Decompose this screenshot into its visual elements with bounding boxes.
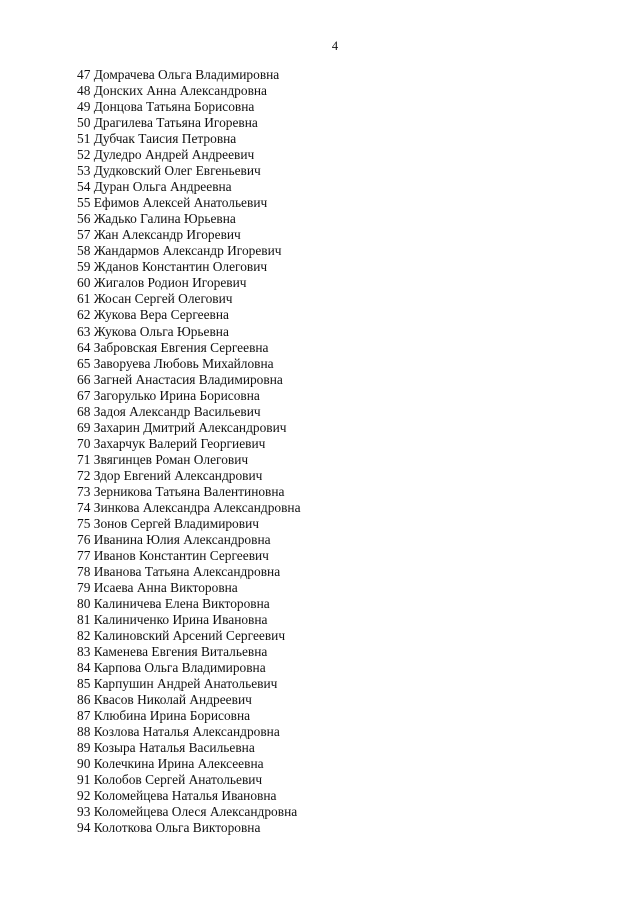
list-item: 92 Коломейцева Наталья Ивановна	[77, 788, 277, 804]
list-item: 63 Жукова Ольга Юрьевна	[77, 323, 229, 339]
list-item: 66 Загней Анастасия Владимировна	[77, 371, 283, 387]
list-item: 62 Жукова Вера Сергеевна	[77, 307, 229, 323]
list-item: 75 Зонов Сергей Владимирович	[77, 515, 259, 531]
list-item: 70 Захарчук Валерий Георгиевич	[77, 435, 266, 451]
list-item: 69 Захарин Дмитрий Александрович	[77, 419, 287, 435]
list-item: 71 Звягинцев Роман Олегович	[77, 451, 249, 467]
list-item: 50 Драгилева Татьяна Игоревна	[77, 115, 258, 131]
list-item: 73 Зерникова Татьяна Валентиновна	[77, 483, 285, 499]
list-item: 58 Жандармов Александр Игоревич	[77, 243, 282, 259]
list-item: 83 Каменева Евгения Витальевна	[77, 644, 268, 660]
list-item: 60 Жигалов Родион Игоревич	[77, 275, 247, 291]
list-item: 91 Колобов Сергей Анатольевич	[77, 772, 263, 788]
list-item: 57 Жан Александр Игоревич	[77, 227, 241, 243]
page-number: 4	[331, 39, 339, 53]
list-item: 53 Дудковский Олег Евгеньевич	[77, 163, 261, 179]
list-item: 78 Иванова Татьяна Александровна	[77, 563, 281, 579]
list-item: 77 Иванов Константин Сергеевич	[77, 547, 269, 563]
list-item: 82 Калиновский Арсений Сергеевич	[77, 628, 286, 644]
list-item: 72 Здор Евгений Александрович	[77, 467, 263, 483]
list-item: 93 Коломейцева Олеся Александровна	[77, 804, 298, 820]
list-item: 49 Донцова Татьяна Борисовна	[77, 99, 255, 115]
list-item: 55 Ефимов Алексей Анатольевич	[77, 195, 268, 211]
list-item: 81 Калиниченко Ирина Ивановна	[77, 612, 268, 628]
list-item: 59 Жданов Константин Олегович	[77, 259, 268, 275]
list-item: 64 Забровская Евгения Сергеевна	[77, 339, 269, 355]
list-item: 61 Жосан Сергей Олегович	[77, 291, 233, 307]
list-item: 88 Козлова Наталья Александровна	[77, 724, 280, 740]
list-item: 89 Козыра Наталья Васильевна	[77, 740, 255, 756]
list-item: 74 Зинкова Александра Александровна	[77, 499, 301, 515]
list-item: 87 Клюбина Ирина Борисовна	[77, 708, 251, 724]
list-item: 80 Калиничева Елена Викторовна	[77, 596, 270, 612]
list-item: 52 Дуледро Андрей Андреевич	[77, 147, 255, 163]
list-item: 90 Колечкина Ирина Алексеевна	[77, 756, 264, 772]
list-item: 48 Донских Анна Александровна	[77, 83, 268, 99]
list-item: 86 Квасов Николай Андреевич	[77, 692, 252, 708]
list-item: 68 Задоя Александр Васильевич	[77, 403, 261, 419]
list-item: 65 Заворуева Любовь Михайловна	[77, 355, 274, 371]
list-item: 76 Иванина Юлия Александровна	[77, 531, 271, 547]
list-item: 79 Исаева Анна Викторовна	[77, 580, 238, 595]
list-item: 94 Колоткова Ольга Викторовна	[77, 820, 261, 836]
name-list	[77, 67, 301, 837]
list-item: 56 Жадько Галина Юрьевна	[77, 211, 236, 227]
list-item: 67 Загорулько Ирина Борисовна	[77, 387, 260, 403]
list-item: 85 Карпушин Андрей Анатольевич	[77, 676, 278, 692]
list-item: 84 Карпова Ольга Владимировна	[77, 660, 266, 676]
list-item: 47 Домрачева Ольга Владимировна	[77, 67, 280, 82]
list-item: 51 Дубчак Таисия Петровна	[77, 131, 237, 147]
list-item: 54 Дуран Ольга Андреевна	[77, 179, 232, 195]
